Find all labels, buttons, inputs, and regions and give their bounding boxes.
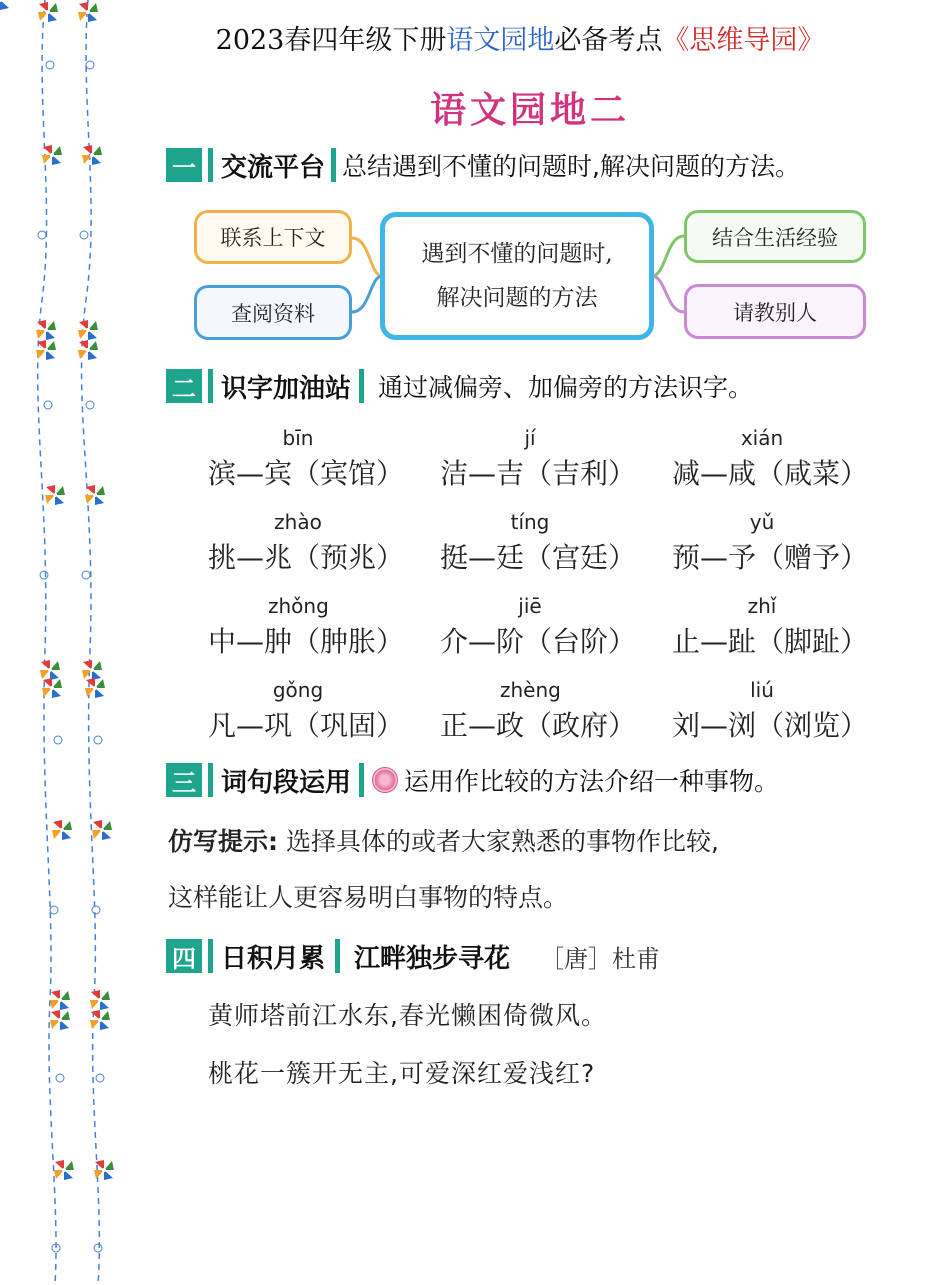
character-table	[208, 420, 908, 756]
character-item	[208, 504, 440, 588]
section-4-header	[166, 936, 660, 976]
document-header-title: 2023春四年级下册语文园地必备考点《思维导园》	[215, 25, 825, 56]
section-divider	[359, 763, 364, 797]
character-row	[208, 588, 908, 672]
section-divider	[331, 148, 336, 182]
section-divider	[208, 369, 213, 403]
section-name: 识字加油站	[221, 373, 352, 404]
section-name: 交流平台	[221, 152, 326, 183]
section-description: 通过减偏旁、加偏旁的方法识字。	[378, 373, 754, 402]
pinyin: yǔ	[749, 510, 775, 534]
pinyin: zhǒng	[268, 594, 329, 618]
section-divider	[359, 369, 364, 403]
character-item	[672, 420, 904, 504]
pinyin: gǒng	[272, 678, 324, 702]
character-pair: 减—咸（咸菜）	[672, 457, 869, 490]
character-pair: 中—肿（肿胀）	[208, 625, 405, 658]
pinyin: xián	[740, 426, 784, 450]
poem-title: 江畔独步寻花	[354, 943, 511, 974]
character-item	[208, 420, 440, 504]
character-pair: 挑—兆（预兆）	[208, 541, 405, 574]
section-name: 词句段运用	[221, 767, 352, 798]
character-item	[440, 588, 672, 672]
mind-map-node-life-experience: 结合生活经验	[684, 210, 866, 263]
section-description: 总结遇到不懂的问题时,解决问题的方法。	[342, 152, 800, 181]
section-divider	[208, 939, 213, 973]
character-pair: 洁—吉（吉利）	[440, 457, 637, 490]
section-number: 二	[166, 369, 202, 403]
pinyin: bīn	[282, 426, 314, 450]
character-item	[208, 588, 440, 672]
center-line-1: 遇到不懂的问题时,	[421, 241, 613, 267]
section-3-header	[166, 760, 779, 800]
section-2-header	[166, 366, 753, 406]
mind-map	[190, 208, 880, 343]
pinyin: jí	[524, 426, 536, 450]
center-line-2: 解决问题的方法	[436, 285, 598, 311]
section-1-header	[166, 145, 800, 185]
mind-map-node-research: 查阅资料	[194, 285, 352, 340]
character-row	[208, 420, 908, 504]
pinyin: zhèng	[500, 678, 561, 702]
section-number: 四	[166, 939, 202, 973]
pinyin: liú	[750, 678, 774, 702]
character-row	[208, 504, 908, 588]
character-pair: 正—政（政府）	[440, 709, 637, 742]
character-item	[440, 672, 672, 756]
poem-line-2: 桃花一簇开无主,可爱深红爱浅红?	[208, 1059, 596, 1088]
pinyin: zhào	[274, 510, 322, 534]
character-pair: 介—阶（台阶）	[440, 625, 637, 658]
writing-hint	[168, 822, 719, 858]
pinyin: zhǐ	[747, 594, 777, 618]
mind-map-center-node	[380, 212, 654, 340]
pinyin: jiē	[518, 594, 542, 618]
hint-line-2: 这样能让人更容易明白事物的特点。	[168, 883, 569, 912]
character-pair: 止—趾（脚趾）	[672, 625, 869, 658]
character-item	[440, 504, 672, 588]
section-divider	[335, 939, 340, 973]
hint-line-1: 选择具体的或者大家熟悉的事物作比较,	[285, 827, 719, 856]
poem-author: ［唐］杜甫	[540, 944, 661, 973]
section-description: 运用作比较的方法介绍一种事物。	[404, 767, 780, 796]
section-number: 三	[166, 763, 202, 797]
hint-label: 仿写提示:	[168, 827, 278, 856]
character-pair: 预—予（赠予）	[672, 541, 869, 574]
character-item	[672, 504, 904, 588]
character-item	[440, 420, 672, 504]
character-pair: 滨—宾（宾馆）	[208, 457, 405, 490]
section-number: 一	[166, 148, 202, 182]
character-item	[208, 672, 440, 756]
character-item	[672, 672, 904, 756]
character-pair: 凡—巩（巩固）	[208, 709, 405, 742]
section-divider	[208, 763, 213, 797]
section-divider	[208, 148, 213, 182]
decorative-pinwheel-border	[0, 0, 130, 1285]
flower-icon	[372, 767, 398, 793]
character-pair: 刘—浏（浏览）	[672, 709, 869, 742]
character-item	[672, 588, 904, 672]
mind-map-node-ask-others: 请教别人	[684, 284, 866, 339]
character-pair: 挺—廷（宫廷）	[440, 541, 637, 574]
section-name: 日积月累	[221, 943, 326, 974]
character-row	[208, 672, 908, 756]
unit-title: 语文园地二	[429, 90, 630, 131]
poem-line-1: 黄师塔前江水东,春光懒困倚微风。	[208, 1001, 607, 1030]
mind-map-node-context: 联系上下文	[194, 210, 352, 264]
pinyin: tíng	[510, 510, 550, 534]
